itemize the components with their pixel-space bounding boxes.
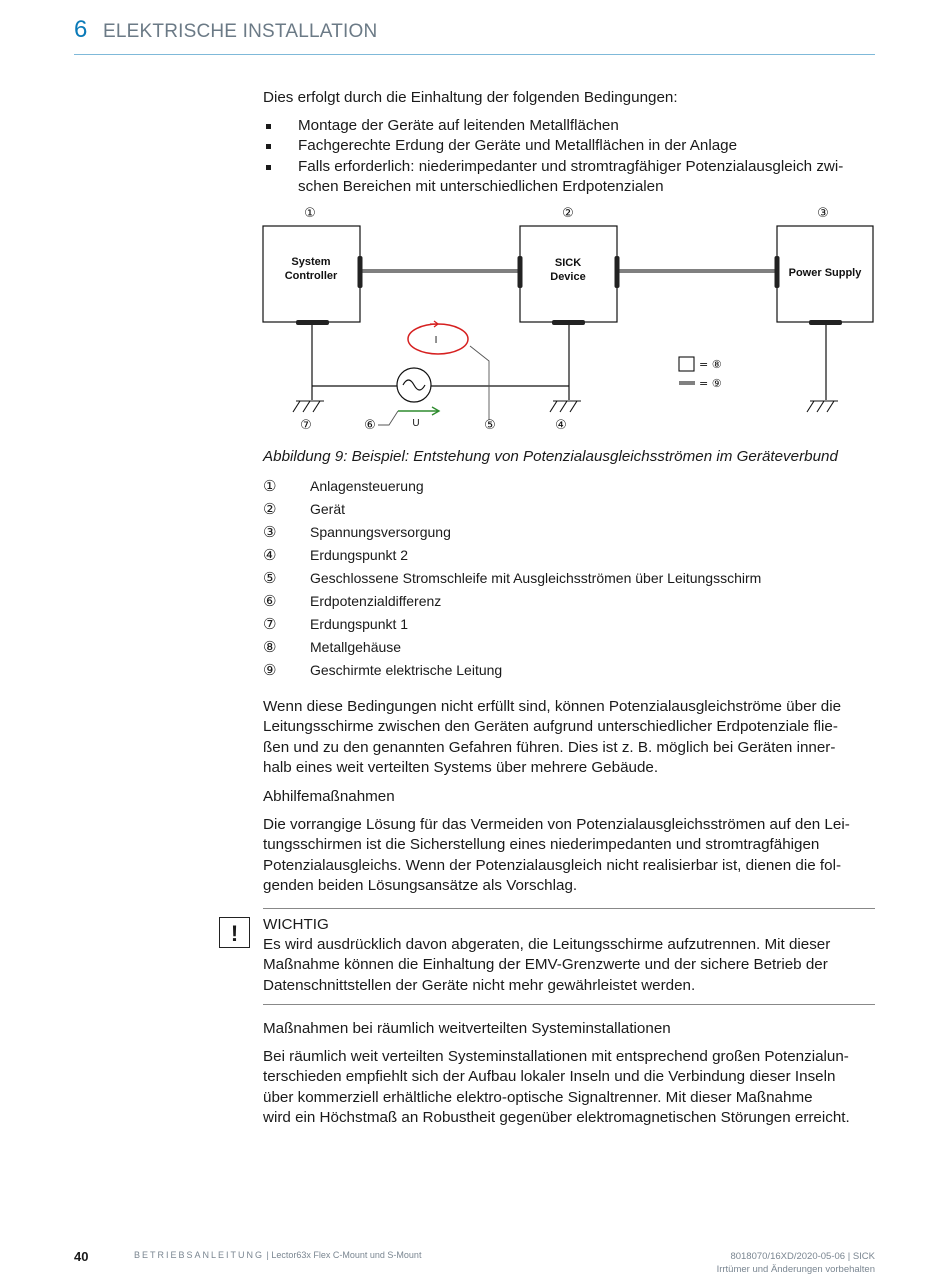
system-controller-label: Controller — [284, 270, 338, 282]
potential-equalization-diagram — [258, 200, 880, 440]
housing-key-label: = ⑧ — [699, 358, 722, 371]
sick-device-label: Device — [550, 271, 586, 283]
list-item: ① Anlagensteuerung — [263, 477, 424, 495]
list-item: ⑥ Erdpotenzialdifferenz — [263, 592, 442, 610]
current-loop-icon — [408, 324, 468, 354]
list-item: ⑦ Erdungspunkt 1 — [263, 615, 409, 633]
list-item: ⑤ Geschlossene Stromschleife mit Ausgleichsströmen über Leitungsschirm — [263, 569, 762, 587]
divider — [263, 908, 875, 909]
page-number: 40 — [74, 1249, 89, 1264]
remedy-paragraph: Die vorrangige Lösung für das Vermeiden von Potenzialausgleichsströmen auf den Lei- tungsschirmen ist die Sicherstellung eines niederimpedanten und stromtragfähigen Potenzialausgleichs. Wenn der Potenzialausgleich nicht realisierbar ist, dienen die fol- genden beiden Lösungsansätze als Vorschlag. — [263, 816, 850, 894]
emphasis-term: elektro-optische Signaltrenner — [456, 1088, 658, 1106]
footer-doc-title: BETRIEBSANLEITUNG | Lector63x Flex C-Mount und S-Mount — [134, 1250, 422, 1260]
warning-text: Es wird ausdrücklich davon abgeraten, die Leitungsschirme aufzutrennen. Mit dieser Maßnahme können die Einhaltung der EMV-Grenzwerte und der sichere Betrieb der Datenschnittstellen der Geräte nicht mehr gewährleistet werden. — [263, 936, 831, 994]
conditions-list — [263, 116, 875, 197]
divider — [263, 1004, 875, 1005]
ground-icon — [293, 401, 324, 412]
list-item: ② Gerät — [263, 500, 346, 518]
marker-4: ④ — [555, 418, 567, 433]
housing-key-icon — [679, 357, 694, 371]
chapter-header — [74, 16, 875, 55]
list-item: Falls erforderlich: niederimpedanter und stromtragfähiger Potenzialausgleich zwi- schen Bereichen mit unterschiedlichen Erdpotenzialen — [263, 157, 875, 198]
marker-1: ① — [304, 206, 316, 221]
bullet-icon — [266, 144, 271, 149]
intro-text: Dies erfolgt durch die Einhaltung der folgenden Bedingungen: — [263, 89, 678, 106]
marker-5: ⑤ — [484, 418, 496, 433]
marker-6: ⑥ — [364, 418, 376, 433]
cable-key-label: = ⑨ — [699, 377, 722, 390]
voltage-label: U — [412, 418, 420, 429]
ground-icon — [550, 401, 581, 412]
figure-caption: Abbildung 9: Beispiel: Entstehung von Potenzialausgleichsströmen im Geräteverbund — [263, 448, 838, 465]
list-item: Fachgerechte Erdung der Geräte und Metallflächen in der Anlage — [263, 136, 875, 156]
footer-doc-info: 8018070/16XD/2020-05-06 | SICK Irrtümer und Änderungen vorbehalten — [716, 1251, 875, 1275]
system-controller-label: System — [291, 256, 331, 268]
sick-device-label: SICK — [554, 257, 582, 269]
marker-3: ③ — [817, 206, 829, 221]
warning-title: WICHTIG — [263, 916, 329, 933]
measures-paragraph: Bei räumlich weit verteilten Systeminstallationen mit entsprechend großen Potenzialun- terschieden empfiehlt sich der Aufbau lokaler Inseln und die Verbindung dieser Inseln über kommerziell erhältliche elektro-optische Signaltrenner. Mit dieser Maßnahme wird ein Höchstmaß an Robustheit gegenüber elektromagnetischen Störungen erreicht. — [263, 1048, 850, 1126]
warning-icon: ! — [219, 917, 250, 948]
list-item: Montage der Geräte auf leitenden Metallflächen — [263, 116, 875, 136]
ground-icon — [807, 401, 838, 412]
measures-heading: Maßnahmen bei räumlich weitverteilten Systeminstallationen — [263, 1020, 671, 1037]
conditions-paragraph: Wenn diese Bedingungen nicht erfüllt sind, können Potenzialausgleichströme über die Leitungsschirme zwischen den Geräten aufgrund unterschiedlicher Erdpotenziale flie- ßen und zu den genannten Gefahren führen. Dies ist z. B. möglich bei Geräten inner- halb eines weit verteilten Systems über mehrere Gebäude. — [263, 698, 842, 776]
bullet-icon — [266, 124, 271, 129]
current-label: I — [434, 335, 438, 346]
chapter-number: 6 — [74, 16, 88, 43]
chapter-title: ELEKTRISCHE INSTALLATION — [103, 21, 378, 42]
list-item: ⑨ Geschirmte elektrische Leitung — [263, 661, 503, 679]
figure-legend — [263, 474, 875, 681]
remedy-heading: Abhilfemaßnahmen — [263, 788, 395, 805]
marker-2: ② — [562, 206, 574, 221]
bullet-icon — [266, 165, 271, 170]
power-supply-label: Power Supply — [788, 267, 862, 279]
list-item: ④ Erdungspunkt 2 — [263, 546, 409, 564]
marker-7: ⑦ — [300, 418, 312, 433]
list-item: ③ Spannungsversorgung — [263, 523, 451, 541]
list-item: ⑧ Metallgehäuse — [263, 638, 402, 656]
